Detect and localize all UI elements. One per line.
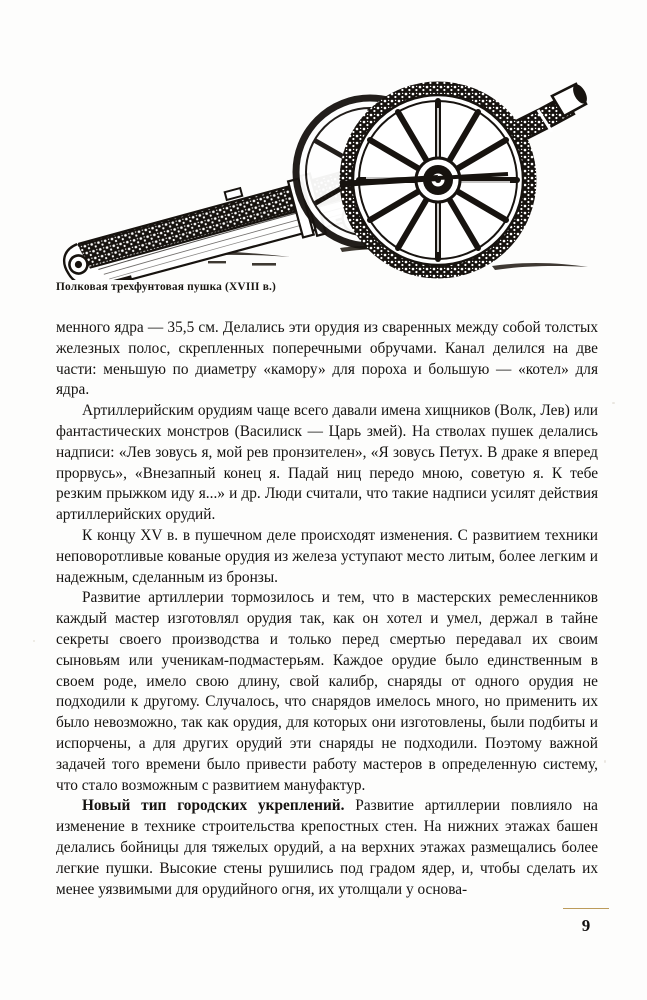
paragraph-text: Развитие артиллерии тормозилось и тем, что в мастерских ремесленников каждый мастер изготовлял орудия так, как он хотел и умел, держал в тайне секреты своего производства и только перед смертью передавал их своим сыновьям или ученикам-подмастерьям. Каждое орудие было единственным в своем роде, имело свою длину, свой калибр, снаряды от одного орудия не подходили к другому. Случалось, что снарядов имелось много, но применить их было невозможно, так как орудия, для которых они изготовлены, были подбиты и испорчены, а для других орудий эти снаряды не подходили. Поэтому важной задачей того времени было привести работу мастеров в определенную систему, что стало возможным с развитием мануфактур. [56, 589, 598, 794]
paragraph-text: Развитие артиллерии повлияло на изменение в технике строительства крепостных стен. На нижних этажах башен делались бойницы для тяжелых орудий, а на верхних этажах размещались более легкие пушки. Высокие стены рушились под градом ядер, и, чтобы сделать их менее уязвимыми для орудийного огня, их утолщали у основа- [56, 797, 598, 898]
body-paragraph [56, 401, 598, 526]
scan-speck [604, 760, 606, 763]
paragraph-text: К концу XV в. в пушечном деле происходят изменения. С развитием техники неповоротливые кованые орудия из железа уступают место литым, более легким и надежным, сделанным из бронзы. [56, 526, 598, 586]
run-in-heading: Новый тип городских укреплений. [82, 797, 345, 815]
scan-speck [33, 640, 35, 642]
paragraph-text: Артиллерийским орудиям чаще всего давали имена хищников (Волк, Лев) или фантастических монстров (Василиск — Царь змей). На стволах пушек делались надписи: «Лев зовусь я, мой рев пронзителен», «Я зовусь Петух. В драке я вперед прорвусь», «Внезапный конец я. Падай ниц передо мною, советую я. К тебе резким прыжком иду я...» и др. Люди считали, что такие надписи усилят действия артиллерийских орудий. [56, 402, 598, 524]
paragraph-text: менного ядра — 35,5 см. Делались эти орудия из сваренных между собой толстых железных полос, скрепленных поперечными обручами. Канал делился на две части: меньшую по диаметру «камору» для пороха и большую — «котел» для ядра. [56, 319, 598, 399]
body-paragraph [56, 526, 598, 588]
body-text [56, 318, 598, 900]
body-paragraph [56, 588, 598, 796]
body-paragraph [56, 796, 598, 900]
cannon-illustration [40, 22, 610, 280]
folio-rule [563, 908, 609, 909]
figure-caption: Полковая трехфунтовая пушка (XVIII в.) [56, 281, 277, 293]
scan-speck [612, 402, 615, 404]
page-number: 9 [581, 916, 591, 935]
body-paragraph [56, 318, 598, 401]
